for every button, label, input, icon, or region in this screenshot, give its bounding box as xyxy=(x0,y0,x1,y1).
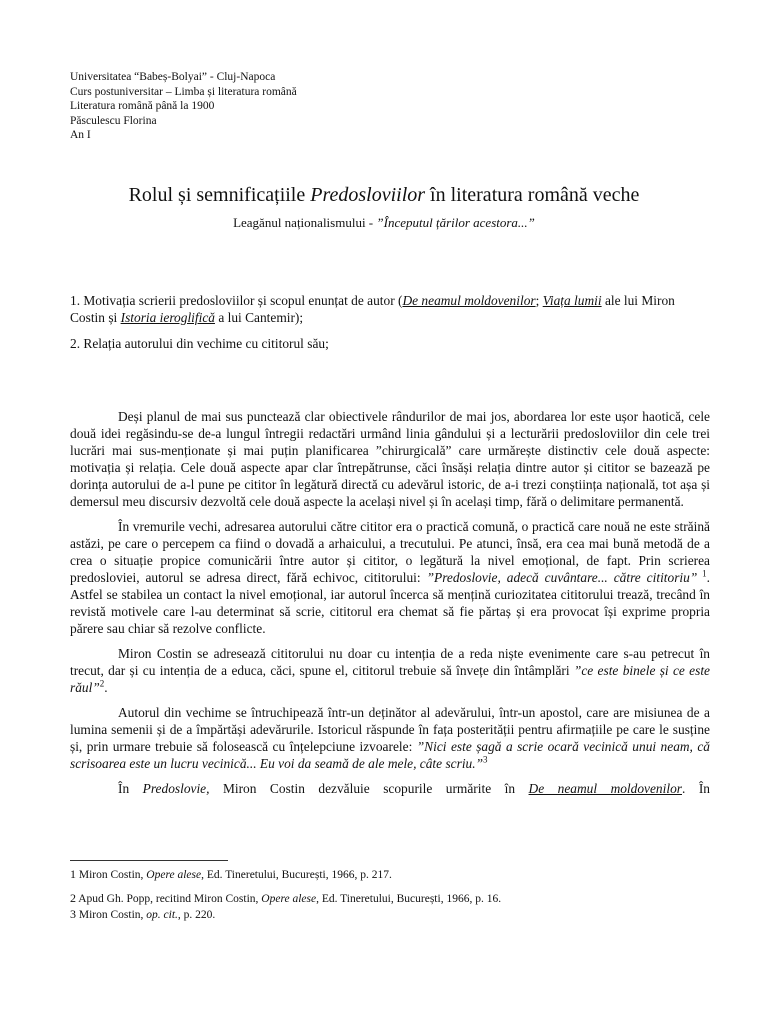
paragraph-3-quote: ”ce este binele și ce este răul” xyxy=(70,663,710,695)
footnote-ref-2: 2 xyxy=(99,678,105,689)
paragraph-5-work: De neamul moldovenilor xyxy=(528,781,682,796)
paragraph-4-quote: ”Nici este șagă a scrie ocară vecinică unui neam, că scrisoarea este un lucru vecinică... Eu voi da seamă de ale mele, câte scriu.” xyxy=(70,739,710,771)
work-link-viata-lumii: Viața lumii xyxy=(542,293,602,308)
title-pre: Rolul și semnificațiile xyxy=(128,184,311,206)
paragraph-5-text: În xyxy=(118,781,143,796)
footnote-3-title: op. cit. xyxy=(146,909,178,921)
paragraph-3 xyxy=(70,645,710,696)
paragraph-5-end: . În xyxy=(681,781,710,796)
paragraph-5-italic: Predoslovie, xyxy=(142,781,210,796)
paragraph-2-quote: ”Predoslovie, adecă cuvântare... către cititoriu” xyxy=(426,570,698,585)
footnote-3-text: Miron Costin, xyxy=(76,909,147,921)
paragraph-4-text: Autorul din vechime se întruchipează într-un deținător al adevărului, într-un apostol, care are misiunea de a lumina semenii și de a împărtăși adevărurile. Istoricul răspunde în fața posterității pentru afirmațiile pe care le susține și, prin urmare trebuie să folosească cu înțelepciune izvoarele: xyxy=(70,705,710,754)
title-post: în literatura română veche xyxy=(425,184,640,206)
paragraph-4 xyxy=(70,704,710,772)
header-year: An I xyxy=(70,129,91,141)
footnote-ref-1: 1 xyxy=(697,568,707,579)
paragraph-3-end: . xyxy=(104,680,108,695)
footnote-3-rest: , p. 220. xyxy=(177,909,216,921)
footnote-1-text: Miron Costin, xyxy=(76,869,147,881)
plan-list xyxy=(70,292,710,361)
document-subtitle xyxy=(0,215,768,231)
footnote-1-rest: , Ed. Tineretului, București, 1966, p. 217. xyxy=(201,869,392,881)
footnote-1-number: 1 xyxy=(70,867,76,881)
plan-item-1 xyxy=(70,292,710,326)
work-link-de-neamul: De neamul moldovenilor xyxy=(402,293,536,308)
paragraph-2 xyxy=(70,518,710,637)
document-header xyxy=(70,70,297,143)
paragraph-5 xyxy=(70,780,710,797)
header-university: Universitatea “Babeș-Bolyai” - Cluj-Napoca xyxy=(70,71,276,83)
footnote-2-title: Opere alese xyxy=(261,893,317,905)
plan-item-1-sep: ; xyxy=(535,293,543,308)
paragraph-5-text2: Miron Costin dezvăluie scopurile urmărite în xyxy=(209,781,529,796)
plan-item-1-text3: a lui Cantemir); xyxy=(214,310,304,325)
footnote-2 xyxy=(70,891,501,906)
footnote-2-rest: , Ed. Tineretului, București, 1966, p. 16. xyxy=(316,893,502,905)
paragraph-3-text: Miron Costin se adresează cititorului nu doar cu intenția de a reda niște evenimente care s-au petrecut în trecut, dar și cu intenția de a educa, căci, spune el, cititorul trebuie să învețe din întâmplări xyxy=(70,646,710,678)
document-title xyxy=(0,184,768,207)
footnote-3 xyxy=(70,907,215,922)
footnote-1 xyxy=(70,867,392,882)
paragraph-2-text2: . Astfel se stabilea un contact la nivel emoțional, iar autorul încerca să mențină curiozitatea cititorului trează, trecând în revistă motivele care l-au determinat să scrie, cititorul era chemat să fie părtaș și era provocat își exprime propria părere sau chiar să rezolve conflicte. xyxy=(70,570,710,636)
subtitle-pre: Leagănul naționalismului - xyxy=(233,215,377,230)
plan-item-1-text: 1. Motivația scrierii predosloviilor și scopul enunțat de autor ( xyxy=(70,293,403,308)
footnote-3-number: 3 xyxy=(70,907,76,921)
work-link-istoria: Istoria ieroglifică xyxy=(120,310,215,325)
paragraph-1: Deși planul de mai sus punctează clar obiectivele rândurilor de mai jos, abordarea lor este ușor haotică, cele două idei regăsindu-se de-a lungul întregii redactări urmând linia gândului și a lecturării predosloviilor din cele trei lucrări mai sus-menționate și mai puțin planificarea ”chirurgicală” care urmărește distinctiv cele două aspecte: motivația și relația. Cele două aspecte apar clar întrepătrunse, căci însăși relația dintre autor și cititor se bazează pe dorința autorului de a-l pune pe cititor în legătură directă cu adevărul istoric, de a-i trezi conștiința națională, tot așa și demersul meu discursiv dezvoltă cele două aspecte la același nivel și în același timp, fără o delimitare permanentă. xyxy=(70,409,710,509)
footnote-divider xyxy=(70,860,228,861)
header-course: Curs postuniversitar – Limba și literatura română xyxy=(70,85,297,98)
paragraph-2-text: În vremurile vechi, adresarea autorului către cititor era o practică comună, o practică care nouă ne este străină astăzi, pe care o percepem ca fiind o dovadă a arhaicului, a trecutului. Pe atunci, însă, era cea mai bună metodă de a crea o situație propice comunicării între autor și cititor, o legătură la nivel emoțional, de fapt. Prin scrierea predosloviei, autorul se adresa direct, fără echivoc, cititorului: xyxy=(70,519,710,585)
document-body xyxy=(70,408,710,805)
footnote-ref-3: 3 xyxy=(483,754,488,765)
header-author: Păsculescu Florina xyxy=(70,114,157,127)
subtitle-italic: ”Începutul țărilor acestora...” xyxy=(376,215,535,230)
title-italic: Predosloviilor xyxy=(310,184,426,206)
plan-item-2: 2. Relația autorului din vechime cu cititorul său; xyxy=(70,336,329,351)
plan-item-1-text2: ale lui Miron Costin și xyxy=(70,293,675,325)
footnote-2-text: Apud Gh. Popp, recitind Miron Costin, xyxy=(76,893,262,905)
footnote-2-number: 2 xyxy=(70,891,76,905)
footnote-1-title: Opere alese xyxy=(146,869,202,881)
header-subject: Literatura română până la 1900 xyxy=(70,100,215,112)
